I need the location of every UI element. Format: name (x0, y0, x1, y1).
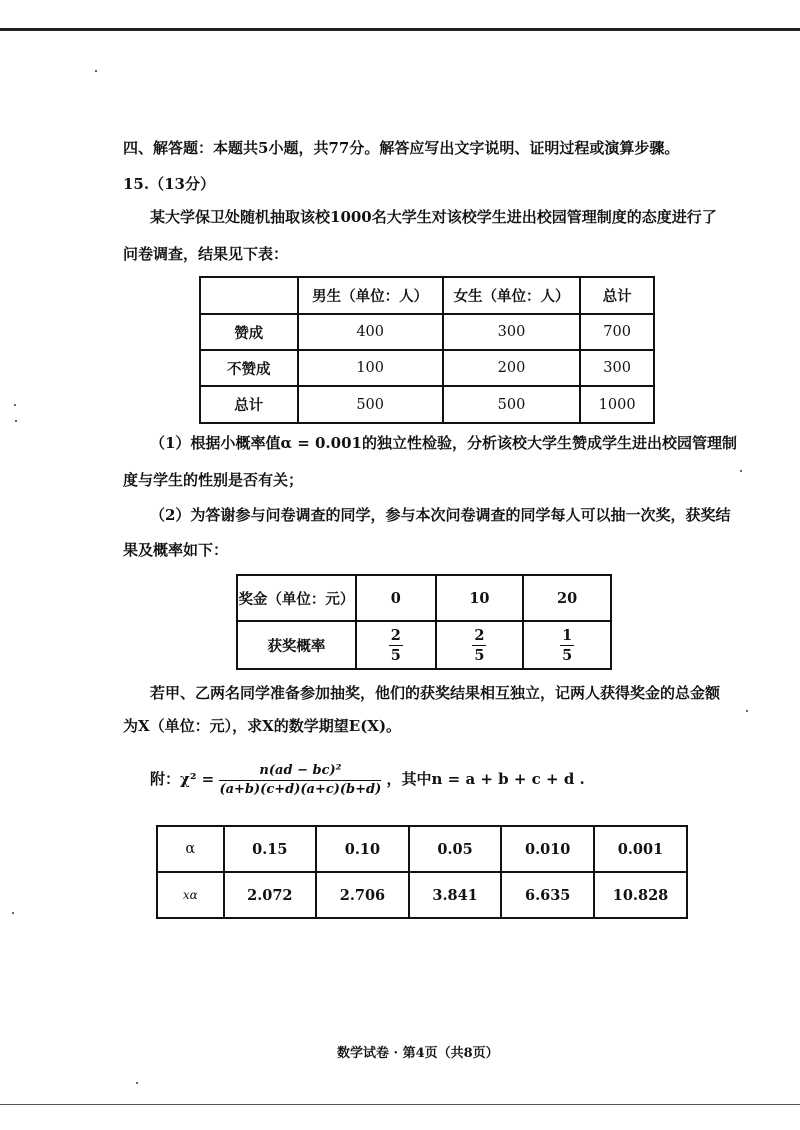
probability-fraction (560, 626, 574, 665)
q1-line-2: 度与学生的性别是否有关； (123, 471, 304, 489)
q2-line-1: （2）为答谢参与问卷调查的同学，参与本次问卷调查的同学每人可以抽一次奖，获奖结 (150, 506, 731, 524)
formula-denominator: (a+b)(c+d)(a+c)(b+d) (219, 781, 382, 797)
formula-suffix: ，其中n = a + b + c + d . (386, 770, 585, 788)
probability-fraction (389, 626, 403, 665)
prize-value: 10 (436, 575, 524, 621)
intro-line-2: 问卷调查，结果见下表： (123, 245, 289, 263)
survey-header-cell: 女生（单位：人） (443, 277, 580, 314)
formula-prefix: 附：χ² = (150, 770, 215, 788)
q2-line-3: 若甲、乙两名同学准备参加抽奖，他们的获奖结果相互独立，记两人获得奖金的总金额 (150, 684, 721, 702)
prob-cell (523, 621, 611, 669)
critical-value: 6.635 (501, 872, 594, 918)
fraction-denominator: 5 (474, 646, 485, 664)
top-rule (0, 28, 800, 31)
table-row (200, 386, 654, 423)
prize-value: 20 (523, 575, 611, 621)
scan-speck (746, 710, 748, 712)
survey-cell: 200 (443, 350, 580, 386)
critical-value: 10.828 (594, 872, 687, 918)
survey-cell: 1000 (580, 386, 654, 423)
alpha-value: 0.15 (224, 826, 317, 872)
survey-cell: 400 (298, 314, 443, 350)
prob-label: 获奖概率 (237, 621, 356, 669)
prize-value: 0 (356, 575, 436, 621)
q2-line-2: 果及概率如下： (123, 541, 229, 559)
alpha-value: 0.10 (316, 826, 409, 872)
x-alpha-label: xα (157, 872, 224, 918)
fraction-numerator: 2 (390, 626, 401, 644)
prob-cell (436, 621, 524, 669)
survey-header-cell (200, 277, 298, 314)
formula-numerator: n(ad − bc)² (219, 762, 381, 781)
chi-square-formula (150, 760, 585, 799)
table-row (237, 621, 611, 669)
survey-cell: 500 (443, 386, 580, 423)
survey-header-cell: 总计 (580, 277, 654, 314)
q2-line-4: 为X（单位：元），求X的数学期望E(X)。 (123, 717, 402, 735)
table-row (237, 575, 611, 621)
critical-value-table (156, 825, 688, 919)
section-title: 四、解答题：本题共5小题，共77分。解答应写出文字说明、证明过程或演算步骤。 (123, 139, 680, 157)
table-row (200, 350, 654, 386)
q1-line-1: （1）根据小概率值α = 0.001的独立性检验，分析该校大学生赞成学生进出校园管理制 (150, 434, 737, 452)
scan-speck (136, 1082, 138, 1084)
survey-table (199, 276, 655, 424)
survey-cell: 700 (580, 314, 654, 350)
prize-header-label: 奖金（单位：元） (237, 575, 356, 621)
table-row (157, 826, 687, 872)
survey-cell: 300 (580, 350, 654, 386)
alpha-value: 0.05 (409, 826, 502, 872)
table-row (200, 314, 654, 350)
intro-line-1: 某大学保卫处随机抽取该校1000名大学生对该校学生进出校园管理制度的态度进行了 (150, 208, 717, 226)
alpha-label: α (157, 826, 224, 872)
formula-fraction (219, 762, 381, 799)
fraction-denominator: 5 (390, 646, 401, 664)
page-footer: 数学试卷 · 第4页（共8页） (337, 1046, 499, 1061)
survey-cell: 300 (443, 314, 580, 350)
survey-row-label: 总计 (200, 386, 298, 423)
critical-value: 2.706 (316, 872, 409, 918)
fraction-denominator: 5 (562, 646, 573, 664)
scan-speck (15, 420, 17, 422)
prize-table (236, 574, 612, 670)
survey-header-row (200, 277, 654, 314)
prob-cell (356, 621, 436, 669)
bottom-rule (0, 1104, 800, 1105)
table-row (157, 872, 687, 918)
alpha-value: 0.001 (594, 826, 687, 872)
scan-speck (95, 70, 97, 72)
fraction-numerator: 1 (562, 626, 573, 644)
critical-value: 3.841 (409, 872, 502, 918)
survey-row-label: 不赞成 (200, 350, 298, 386)
fraction-numerator: 2 (474, 626, 485, 644)
alpha-value: 0.010 (501, 826, 594, 872)
scan-speck (14, 404, 16, 406)
critical-value: 2.072 (224, 872, 317, 918)
survey-cell: 100 (298, 350, 443, 386)
scan-speck (740, 470, 742, 472)
survey-cell: 500 (298, 386, 443, 423)
survey-row-label: 赞成 (200, 314, 298, 350)
scan-speck (12, 912, 14, 914)
survey-header-cell: 男生（单位：人） (298, 277, 443, 314)
probability-fraction (472, 626, 486, 665)
problem-header: 15.（13分） (123, 175, 215, 193)
